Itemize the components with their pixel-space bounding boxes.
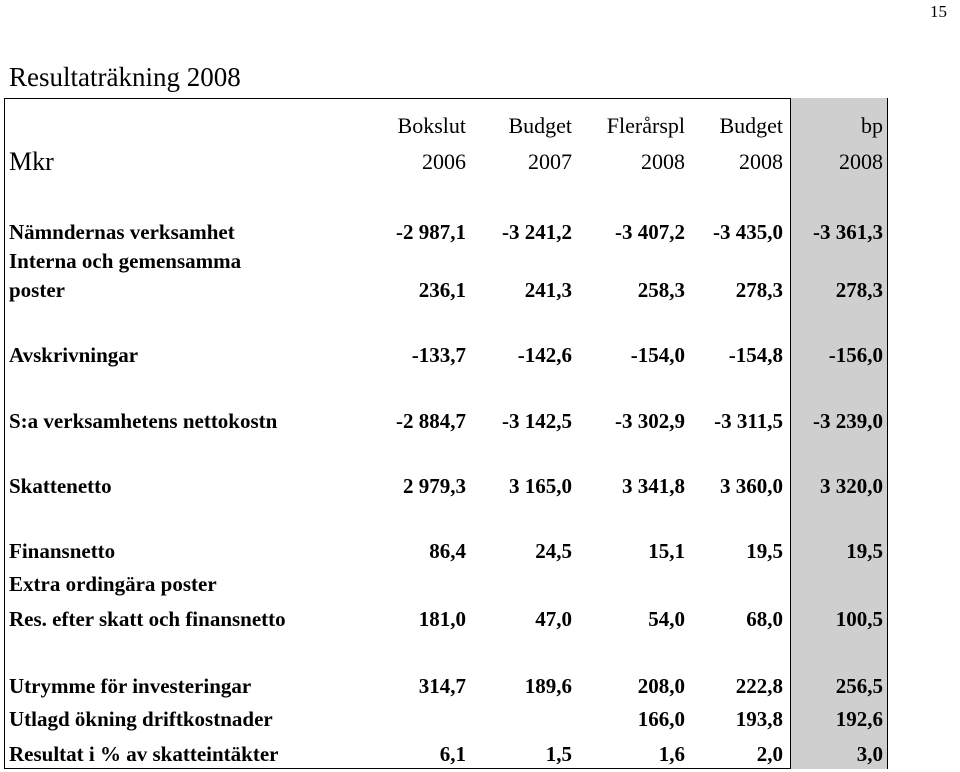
header-col-3: Flerårspl bbox=[606, 113, 685, 138]
value-cell: 2,0 bbox=[756, 742, 783, 766]
table-row bbox=[0, 606, 960, 632]
page-title: Resultaträkning 2008 bbox=[9, 62, 241, 92]
value-cell: -3 302,9 bbox=[615, 409, 685, 433]
row-label: Nämndernas verksamhet bbox=[9, 220, 235, 244]
page-number: 15 bbox=[930, 2, 947, 21]
value-cell: -3 142,5 bbox=[502, 409, 572, 433]
value-cell: 241,3 bbox=[524, 278, 572, 302]
value-cell: 3 341,8 bbox=[622, 474, 685, 498]
value-cell: 189,6 bbox=[524, 674, 572, 698]
row-label: Avskrivningar bbox=[9, 343, 139, 367]
value-cell: 68,0 bbox=[746, 607, 783, 631]
header-col-5: bp bbox=[861, 113, 883, 138]
table-row bbox=[0, 538, 960, 564]
header-year-2: 2007 bbox=[528, 149, 572, 174]
value-cell: 47,0 bbox=[535, 607, 572, 631]
value-cell: 6,1 bbox=[439, 742, 466, 766]
row-label: Skattenetto bbox=[9, 474, 112, 498]
value-cell: -3 239,0 bbox=[813, 409, 883, 433]
value-cell: 236,1 bbox=[418, 278, 466, 302]
header-col-2: Budget bbox=[508, 113, 572, 138]
row-label: Extra ordingära poster bbox=[9, 572, 217, 596]
row-label: Utrymme för investeringar bbox=[9, 674, 252, 698]
row-label: S:a verksamhetens nettokostn bbox=[9, 409, 278, 433]
header-year-5: 2008 bbox=[839, 149, 883, 174]
value-cell: 258,3 bbox=[637, 278, 685, 302]
value-cell: 24,5 bbox=[535, 539, 572, 563]
value-cell: -142,6 bbox=[517, 343, 572, 367]
header-col-4: Budget bbox=[719, 113, 783, 138]
table-row bbox=[0, 342, 960, 368]
value-cell: -154,8 bbox=[728, 343, 783, 367]
value-cell: 192,6 bbox=[835, 707, 883, 731]
row-label: Resultat i % av skatteintäkter bbox=[9, 742, 279, 766]
value-cell: -2 884,7 bbox=[396, 409, 466, 433]
value-cell: 100,5 bbox=[835, 607, 883, 631]
value-cell: 54,0 bbox=[648, 607, 685, 631]
row-label: Finansnetto bbox=[9, 539, 116, 563]
value-cell: 314,7 bbox=[418, 674, 466, 698]
value-cell: 278,3 bbox=[835, 278, 883, 302]
value-cell: 19,5 bbox=[846, 539, 883, 563]
header-year-1: 2006 bbox=[422, 149, 466, 174]
table-row bbox=[0, 277, 960, 303]
header-col-1: Bokslut bbox=[397, 113, 466, 138]
value-cell: -154,0 bbox=[630, 343, 685, 367]
row-label: poster bbox=[9, 278, 65, 302]
value-cell: 19,5 bbox=[746, 539, 783, 563]
table-row bbox=[0, 248, 960, 274]
value-cell: -3 311,5 bbox=[714, 409, 783, 433]
value-cell: -3 241,2 bbox=[502, 220, 572, 244]
row-label: Interna och gemensamma bbox=[9, 249, 242, 273]
value-cell: 278,3 bbox=[735, 278, 783, 302]
value-cell: 3 360,0 bbox=[720, 474, 783, 498]
value-cell: 15,1 bbox=[648, 539, 685, 563]
table-row bbox=[0, 408, 960, 434]
value-cell: 86,4 bbox=[429, 539, 466, 563]
unit-label: Mkr bbox=[9, 147, 54, 176]
value-cell: 222,8 bbox=[735, 674, 783, 698]
row-label: Res. efter skatt och finansnetto bbox=[9, 607, 286, 631]
value-cell: 2 979,3 bbox=[403, 474, 466, 498]
value-cell: 181,0 bbox=[418, 607, 466, 631]
header-row-1 bbox=[0, 113, 960, 139]
row-label: Utlagd ökning driftkostnader bbox=[9, 707, 273, 731]
table-row bbox=[0, 673, 960, 699]
header-row-2 bbox=[0, 149, 960, 175]
value-cell: 256,5 bbox=[835, 674, 883, 698]
value-cell: -156,0 bbox=[828, 343, 883, 367]
value-cell: 208,0 bbox=[637, 674, 685, 698]
header-year-3: 2008 bbox=[641, 149, 685, 174]
table-row bbox=[0, 706, 960, 732]
value-cell: -3 407,2 bbox=[615, 220, 685, 244]
value-cell: -2 987,1 bbox=[396, 220, 466, 244]
value-cell: -3 361,3 bbox=[813, 220, 883, 244]
value-cell: 3 320,0 bbox=[820, 474, 883, 498]
value-cell: 3,0 bbox=[856, 742, 883, 766]
table-row bbox=[0, 473, 960, 499]
table-row bbox=[0, 571, 960, 597]
value-cell: -3 435,0 bbox=[713, 220, 783, 244]
value-cell: 193,8 bbox=[735, 707, 783, 731]
header-year-4: 2008 bbox=[739, 149, 783, 174]
table-row bbox=[0, 219, 960, 245]
value-cell: 1,6 bbox=[658, 742, 685, 766]
table-row bbox=[0, 741, 960, 767]
value-cell: 166,0 bbox=[637, 707, 685, 731]
value-cell: 1,5 bbox=[545, 742, 572, 766]
value-cell: -133,7 bbox=[411, 343, 466, 367]
value-cell: 3 165,0 bbox=[509, 474, 572, 498]
